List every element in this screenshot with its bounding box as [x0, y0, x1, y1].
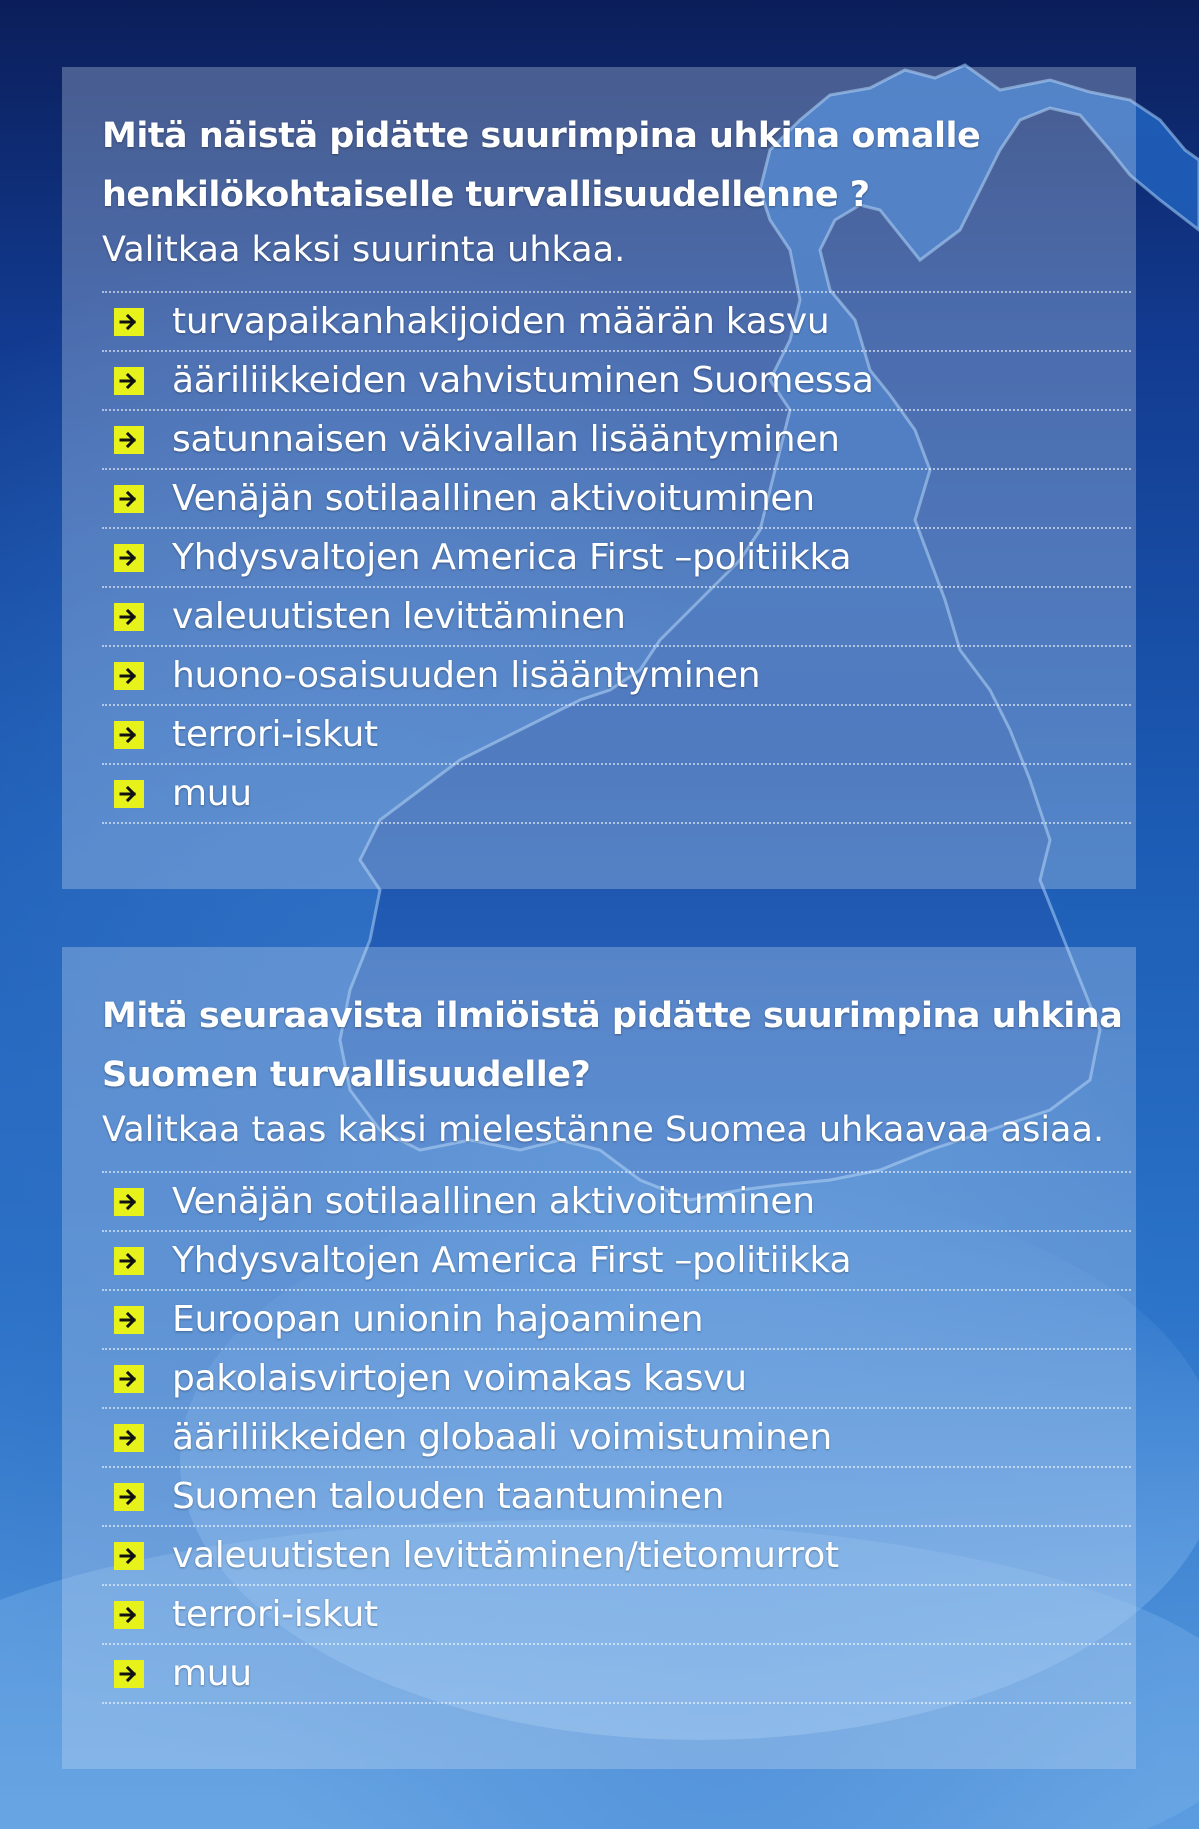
option-label: muu — [172, 1652, 252, 1694]
option-label: Suomen talouden taantuminen — [172, 1475, 725, 1517]
arrow-right-icon — [114, 1542, 144, 1570]
option-label: valeuutisten levittäminen — [172, 595, 626, 637]
option-item[interactable] — [102, 529, 1131, 588]
arrow-right-icon — [114, 1660, 144, 1688]
option-item[interactable] — [102, 1409, 1131, 1468]
option-item[interactable] — [102, 1291, 1131, 1350]
arrow-right-icon — [114, 1483, 144, 1511]
question-panel-personal-security — [62, 67, 1136, 889]
arrow-right-icon — [114, 1247, 144, 1275]
question-title-line1: Mitä näistä pidätte suurimpina uhkina omalle — [102, 116, 981, 156]
option-item[interactable] — [102, 1527, 1131, 1586]
option-item[interactable] — [102, 1586, 1131, 1645]
option-item[interactable] — [102, 765, 1131, 824]
question-title-line2: Suomen turvallisuudelle? — [102, 1055, 591, 1095]
arrow-right-icon — [114, 485, 144, 513]
arrow-right-icon — [114, 1601, 144, 1629]
arrow-right-icon — [114, 721, 144, 749]
option-item[interactable] — [102, 588, 1131, 647]
arrow-right-icon — [114, 308, 144, 336]
option-label: valeuutisten levittäminen/tietomurrot — [172, 1534, 839, 1576]
option-label: ääriliikkeiden vahvistuminen Suomessa — [172, 359, 874, 401]
option-item[interactable] — [102, 1350, 1131, 1409]
option-label: Yhdysvaltojen America First –politiikka — [172, 1239, 852, 1281]
option-label: Venäjän sotilaallinen aktivoituminen — [172, 1180, 815, 1222]
option-item[interactable] — [102, 1173, 1131, 1232]
option-label: satunnaisen väkivallan lisääntyminen — [172, 418, 840, 460]
option-label: pakolaisvirtojen voimakas kasvu — [172, 1357, 747, 1399]
option-item[interactable] — [102, 293, 1131, 352]
question-title-line1: Mitä seuraavista ilmiöistä pidätte suurimpina uhkina — [102, 996, 1123, 1036]
option-item[interactable] — [102, 706, 1131, 765]
question-instruction: Valitkaa kaksi suurinta uhkaa. — [102, 230, 626, 270]
option-item[interactable] — [102, 1232, 1131, 1291]
arrow-right-icon — [114, 426, 144, 454]
arrow-right-icon — [114, 1188, 144, 1216]
arrow-right-icon — [114, 603, 144, 631]
arrow-right-icon — [114, 1424, 144, 1452]
question-panel-national-security — [62, 947, 1136, 1769]
option-label: terrori-iskut — [172, 713, 378, 755]
option-label: muu — [172, 772, 252, 814]
arrow-right-icon — [114, 1306, 144, 1334]
option-item[interactable] — [102, 352, 1131, 411]
option-label: ääriliikkeiden globaali voimistuminen — [172, 1416, 832, 1458]
option-list — [102, 291, 1131, 824]
arrow-right-icon — [114, 1365, 144, 1393]
option-list — [102, 1171, 1131, 1704]
option-label: Yhdysvaltojen America First –politiikka — [172, 536, 852, 578]
option-item[interactable] — [102, 470, 1131, 529]
arrow-right-icon — [114, 662, 144, 690]
option-item[interactable] — [102, 1468, 1131, 1527]
option-label: huono-osaisuuden lisääntyminen — [172, 654, 761, 696]
question-instruction: Valitkaa taas kaksi mielestänne Suomea uhkaavaa asiaa. — [102, 1110, 1105, 1150]
option-label: Venäjän sotilaallinen aktivoituminen — [172, 477, 815, 519]
question-title-line2: henkilökohtaiselle turvallisuudellenne ? — [102, 175, 870, 215]
arrow-right-icon — [114, 544, 144, 572]
option-item[interactable] — [102, 1645, 1131, 1704]
option-label: terrori-iskut — [172, 1593, 378, 1635]
option-item[interactable] — [102, 411, 1131, 470]
option-label: Euroopan unionin hajoaminen — [172, 1298, 704, 1340]
option-label: turvapaikanhakijoiden määrän kasvu — [172, 300, 830, 342]
arrow-right-icon — [114, 780, 144, 808]
arrow-right-icon — [114, 367, 144, 395]
option-item[interactable] — [102, 647, 1131, 706]
